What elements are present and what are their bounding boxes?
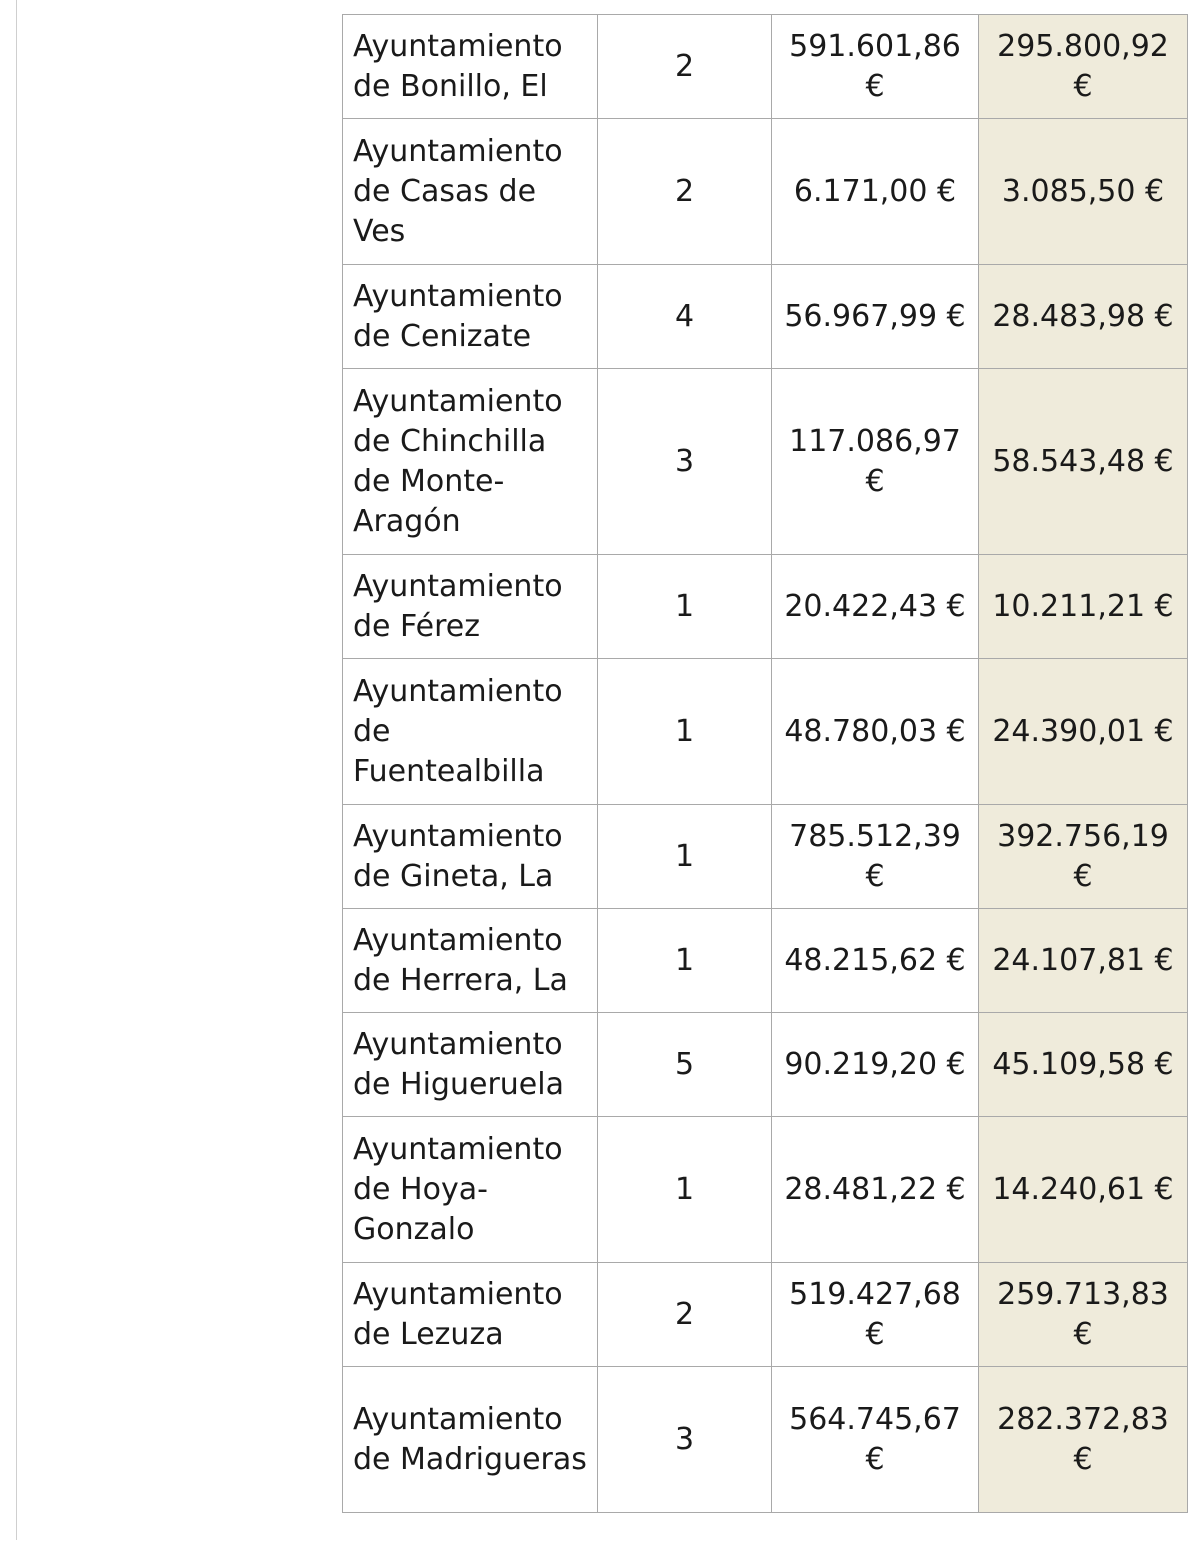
grant-amount-cell: 295.800,92 €	[979, 15, 1188, 119]
table-row	[343, 15, 1188, 119]
entity-cell: Ayuntamiento de Gineta, La	[343, 805, 598, 909]
table-row	[343, 555, 1188, 659]
grant-amount-cell: 392.756,19 €	[979, 805, 1188, 909]
grant-amount-cell: 259.713,83 €	[979, 1263, 1188, 1367]
count-cell: 1	[598, 805, 772, 909]
table-row	[343, 1117, 1188, 1263]
grant-amount-cell: 45.109,58 €	[979, 1013, 1188, 1117]
table-row	[343, 265, 1188, 369]
grant-amount-cell: 28.483,98 €	[979, 265, 1188, 369]
table-row	[343, 369, 1188, 555]
entity-cell: Ayuntamiento de Férez	[343, 555, 598, 659]
entity-cell: Ayuntamiento de Madrigueras	[343, 1367, 598, 1513]
count-cell: 1	[598, 659, 772, 805]
table-row	[343, 119, 1188, 265]
total-amount-cell: 785.512,39 €	[772, 805, 979, 909]
entity-cell: Ayuntamiento de Lezuza	[343, 1263, 598, 1367]
entity-cell: Ayuntamiento de Bonillo, El	[343, 15, 598, 119]
grant-amount-cell: 24.107,81 €	[979, 909, 1188, 1013]
table-row	[343, 805, 1188, 909]
total-amount-cell: 48.780,03 €	[772, 659, 979, 805]
entity-cell: Ayuntamiento de Fuentealbilla	[343, 659, 598, 805]
total-amount-cell: 48.215,62 €	[772, 909, 979, 1013]
total-amount-cell: 519.427,68 €	[772, 1263, 979, 1367]
count-cell: 2	[598, 15, 772, 119]
table-row	[343, 659, 1188, 805]
entity-cell: Ayuntamiento de Herrera, La	[343, 909, 598, 1013]
count-cell: 2	[598, 1263, 772, 1367]
count-cell: 1	[598, 909, 772, 1013]
total-amount-cell: 6.171,00 €	[772, 119, 979, 265]
grant-amount-cell: 10.211,21 €	[979, 555, 1188, 659]
table-row	[343, 1013, 1188, 1117]
total-amount-cell: 56.967,99 €	[772, 265, 979, 369]
entity-cell: Ayuntamiento de Higueruela	[343, 1013, 598, 1117]
total-amount-cell: 591.601,86 €	[772, 15, 979, 119]
table-row	[343, 1263, 1188, 1367]
entity-cell: Ayuntamiento de Casas de Ves	[343, 119, 598, 265]
count-cell: 1	[598, 1117, 772, 1263]
count-cell: 2	[598, 119, 772, 265]
count-cell: 5	[598, 1013, 772, 1117]
count-cell: 1	[598, 555, 772, 659]
total-amount-cell: 117.086,97 €	[772, 369, 979, 555]
count-cell: 4	[598, 265, 772, 369]
grant-amount-cell: 14.240,61 €	[979, 1117, 1188, 1263]
entity-cell: Ayuntamiento de Cenizate	[343, 265, 598, 369]
grants-table	[342, 14, 1188, 1513]
total-amount-cell: 28.481,22 €	[772, 1117, 979, 1263]
left-margin-rule	[16, 0, 17, 1540]
grant-amount-cell: 3.085,50 €	[979, 119, 1188, 265]
entity-cell: Ayuntamiento de Chinchilla de Monte-Aragón	[343, 369, 598, 555]
count-cell: 3	[598, 1367, 772, 1513]
grant-amount-cell: 282.372,83 €	[979, 1367, 1188, 1513]
total-amount-cell: 564.745,67 €	[772, 1367, 979, 1513]
table-row	[343, 909, 1188, 1013]
total-amount-cell: 90.219,20 €	[772, 1013, 979, 1117]
total-amount-cell: 20.422,43 €	[772, 555, 979, 659]
entity-cell: Ayuntamiento de Hoya-Gonzalo	[343, 1117, 598, 1263]
table-row	[343, 1367, 1188, 1513]
grant-amount-cell: 24.390,01 €	[979, 659, 1188, 805]
grant-amount-cell: 58.543,48 €	[979, 369, 1188, 555]
count-cell: 3	[598, 369, 772, 555]
